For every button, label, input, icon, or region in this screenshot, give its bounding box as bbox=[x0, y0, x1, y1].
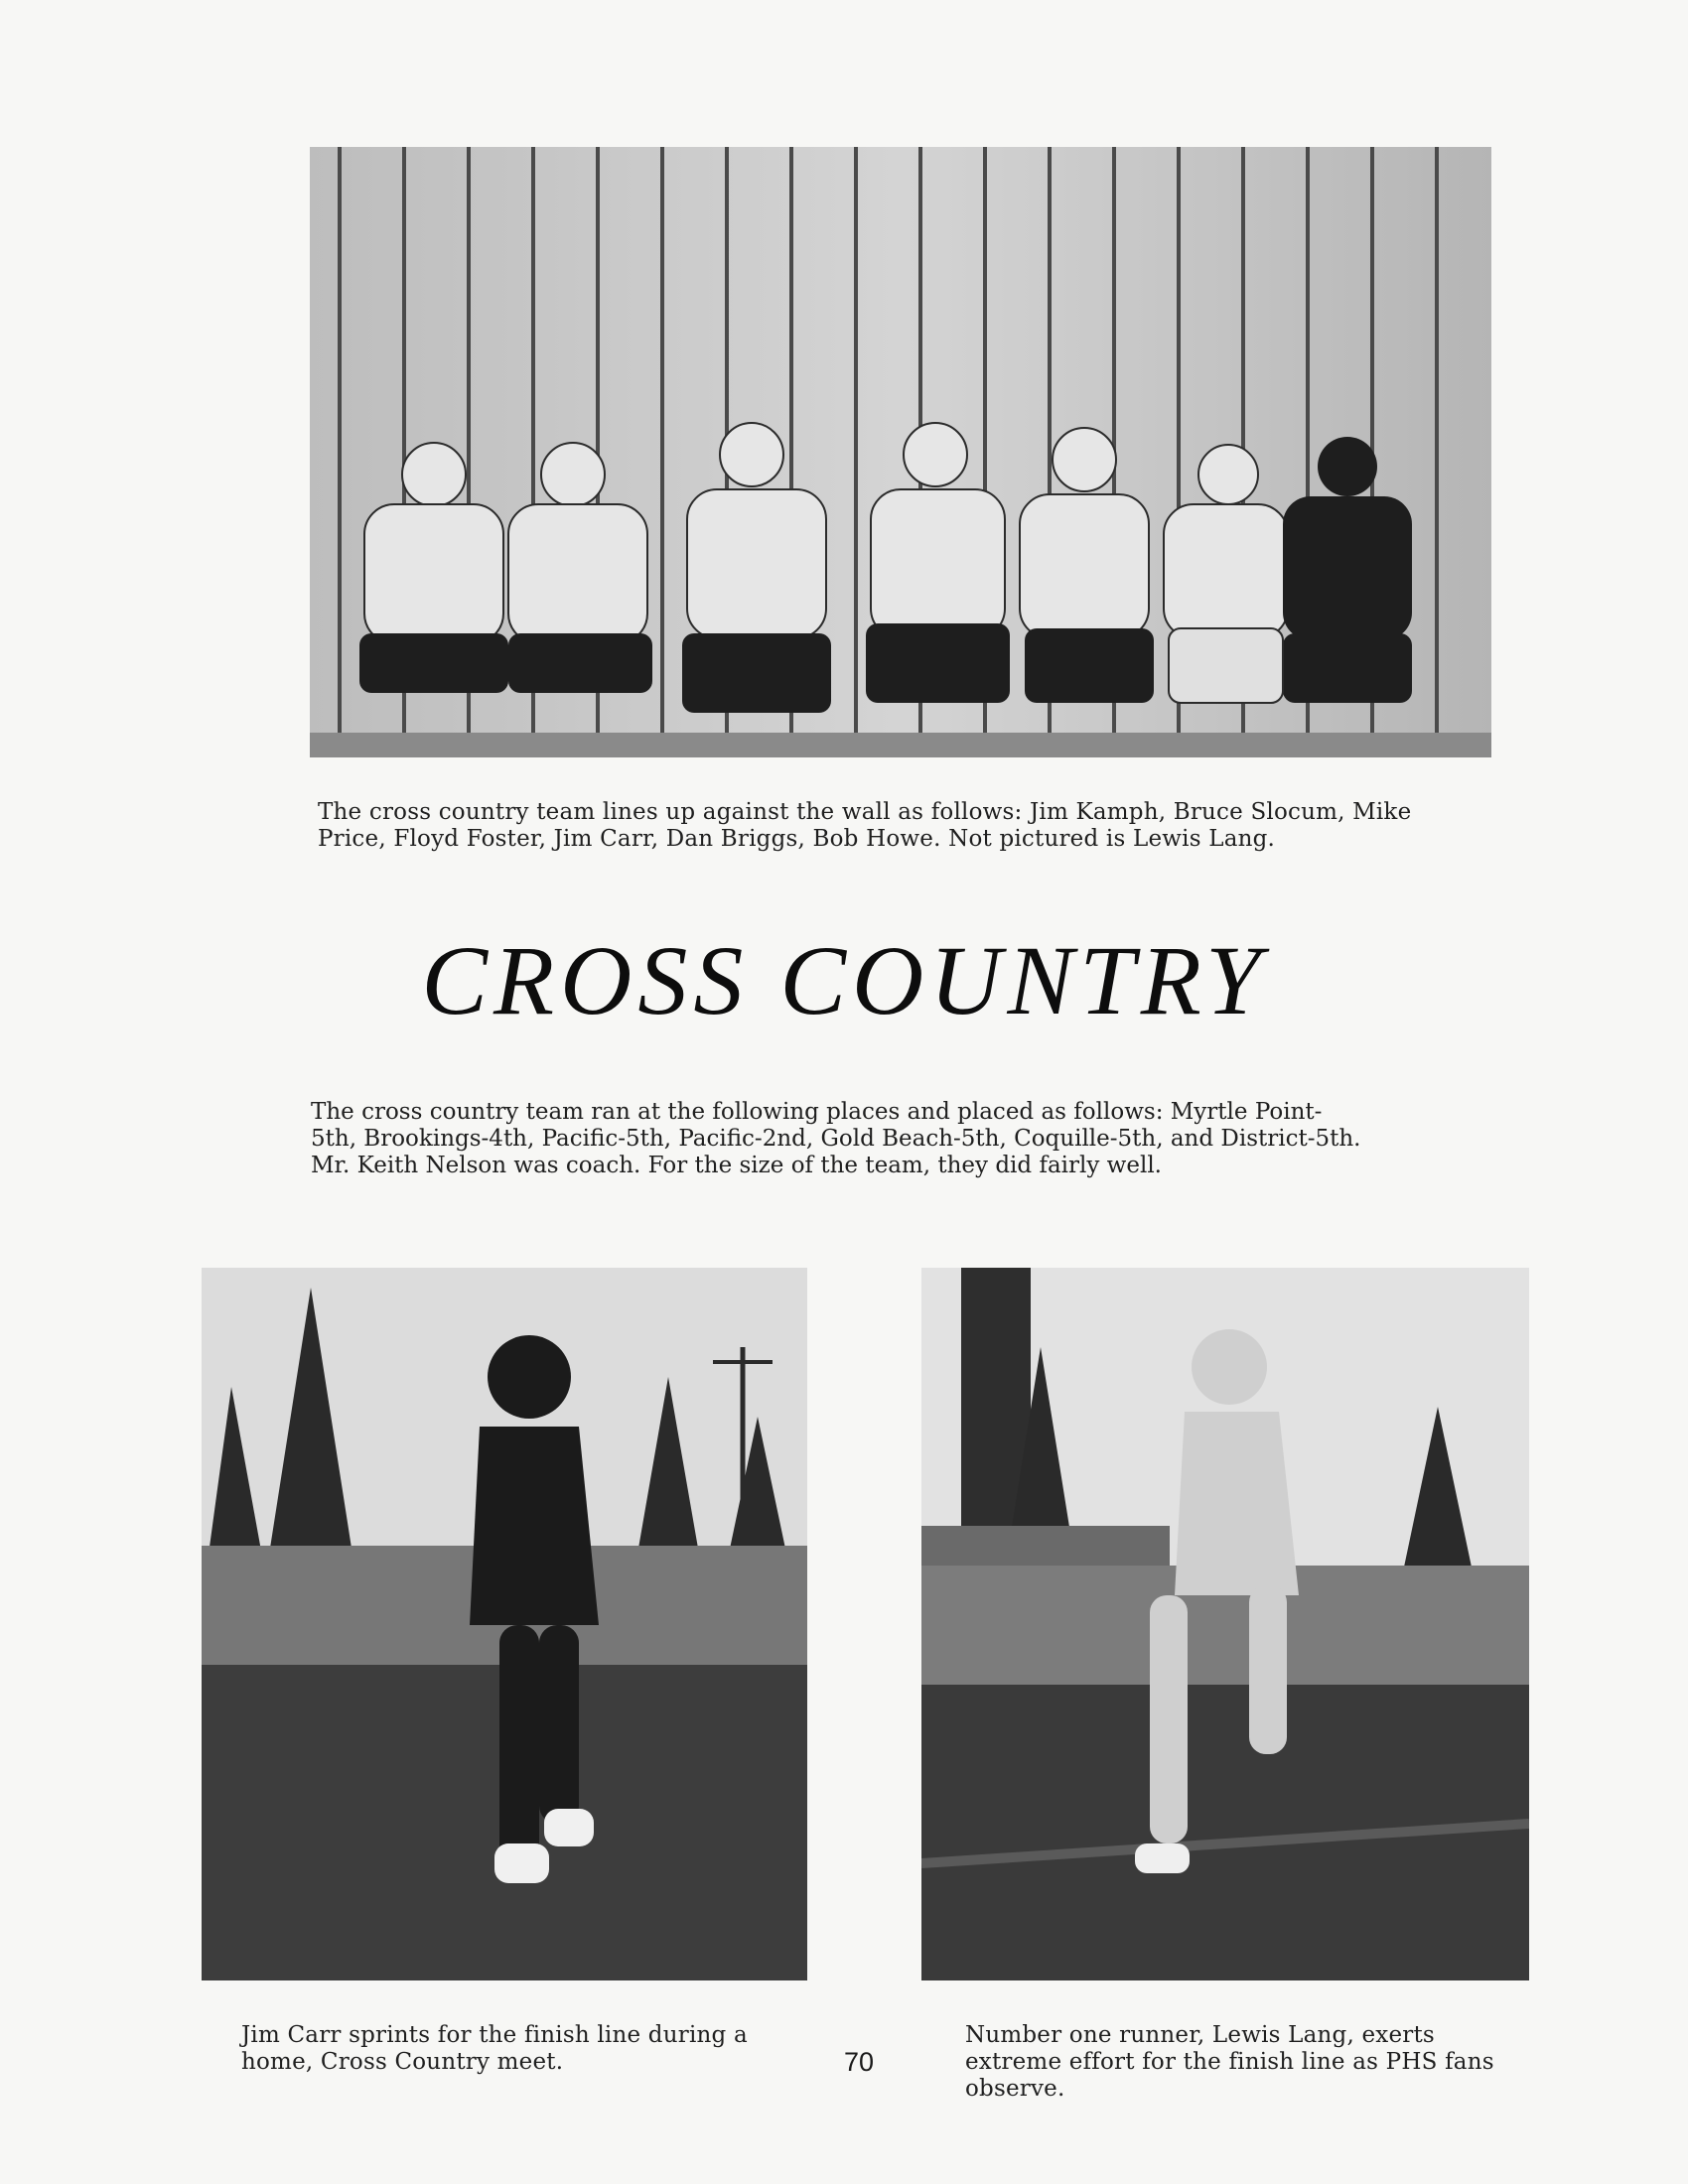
team-photo bbox=[310, 147, 1491, 757]
season-summary: The cross country team ran at the following places and placed as follows: Myrtle Point-5th, Brookings-4th, Pacific-5th, Pacific-2nd, Gold Beach-5th, Coquille-5th, and District-5th. Mr. Keith Nelson was coach. For the size of the team, they did fairly well. bbox=[311, 1099, 1361, 1178]
page-number: 70 bbox=[844, 2047, 875, 2077]
right-runner-photo bbox=[921, 1268, 1529, 1980]
team-photo-caption: The cross country team lines up against the wall as follows: Jim Kamph, Bruce Slocum, Mike Price, Floyd Foster, Jim Carr, Dan Briggs, Bob Howe. Not pictured is Lewis Lang. bbox=[318, 799, 1412, 852]
left-photo-caption: Jim Carr sprints for the finish line during a home, Cross Country meet. bbox=[241, 2022, 748, 2075]
page-title: CROSS COUNTRY bbox=[421, 925, 1267, 1035]
right-photo-caption: Number one runner, Lewis Lang, exerts extreme effort for the finish line as PHS fans observe. bbox=[965, 2022, 1494, 2102]
left-runner-photo bbox=[202, 1268, 807, 1980]
